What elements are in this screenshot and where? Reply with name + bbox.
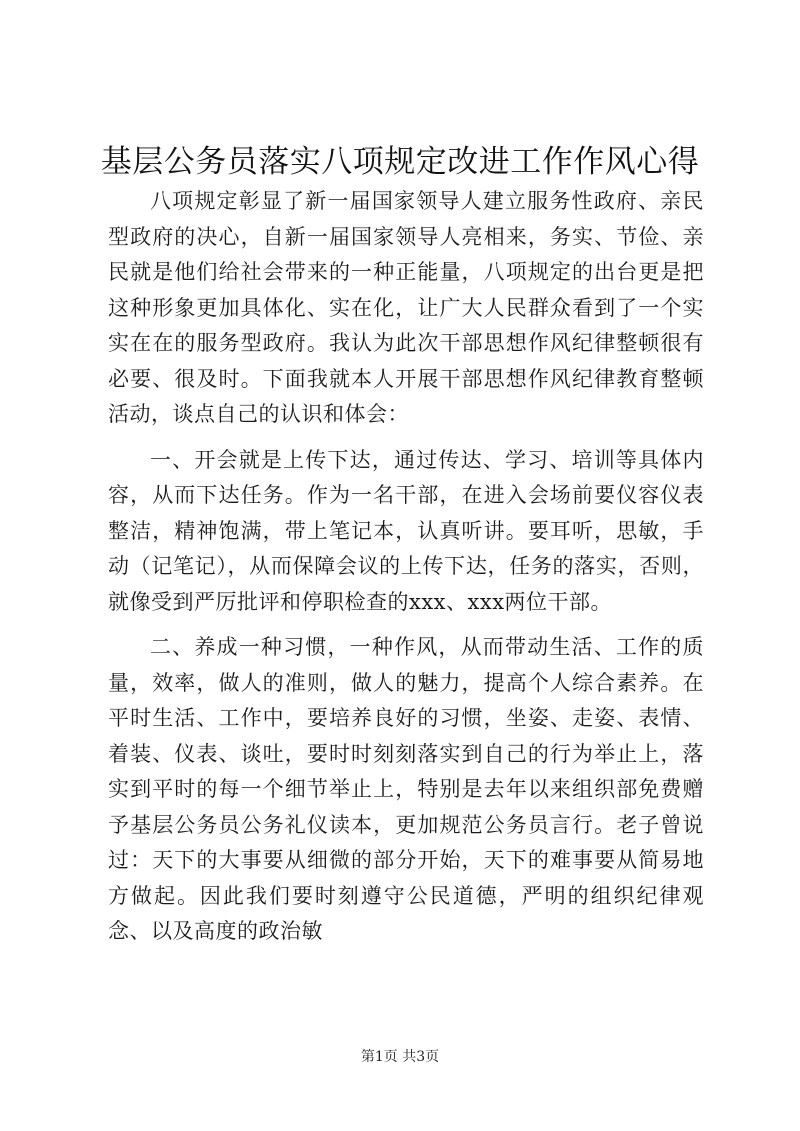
paragraph-point-one: 一、开会就是上传下达，通过传达、学习、培训等具体内容，从而下达任务。作为一名干部，在进入会场前要仪容仪表整洁，精神饱满，带上笔记本，认真听讲。要耳听，思敏，手动（记笔记），从而保障会议的上传下达，任务的落实，否则，就像受到严厉批评和停职检查的xxx、xxx两位干部。: [108, 447, 704, 614]
document-body: [108, 184, 704, 950]
page-number-footer: 第1页 共3页: [360, 1049, 440, 1065]
document-title: 基层公务员落实八项规定改进工作作风心得: [100, 144, 700, 180]
paragraph-intro: 八项规定彰显了新一届国家领导人建立服务性政府、亲民型政府的决心，自新一届国家领导人亮相来，务实、节俭、亲民就是他们给社会带来的一种正能量，八项规定的出台更是把这种形象更加具体化、实在化，让广大人民群众看到了一个实实在在的服务型政府。我认为此次干部思想作风纪律整顿很有必要、很及时。下面我就本人开展干部思想作风纪律教育整顿活动，谈点自己的认识和体会：: [108, 189, 704, 426]
paragraph-point-two: 二、养成一种习惯，一种作风，从而带动生活、工作的质量，效率，做人的准则，做人的魅力，提高个人综合素养。在平时生活、工作中，要培养良好的习惯，坐姿、走姿、表情、着装、仪表、谈吐，要时时刻刻落实到自己的行为举止上，落实到平时的每一个细节举止上，特别是去年以来组织部免费赠予基层公务员公务礼仪读本，更加规范公务员言行。老子曾说过：天下的大事要从细微的部分开始，天下的难事要从简易地方做起。因此我们要时刻遵守公民道德，严明的组织纪律观念、以及高度的政治敏: [108, 635, 704, 943]
